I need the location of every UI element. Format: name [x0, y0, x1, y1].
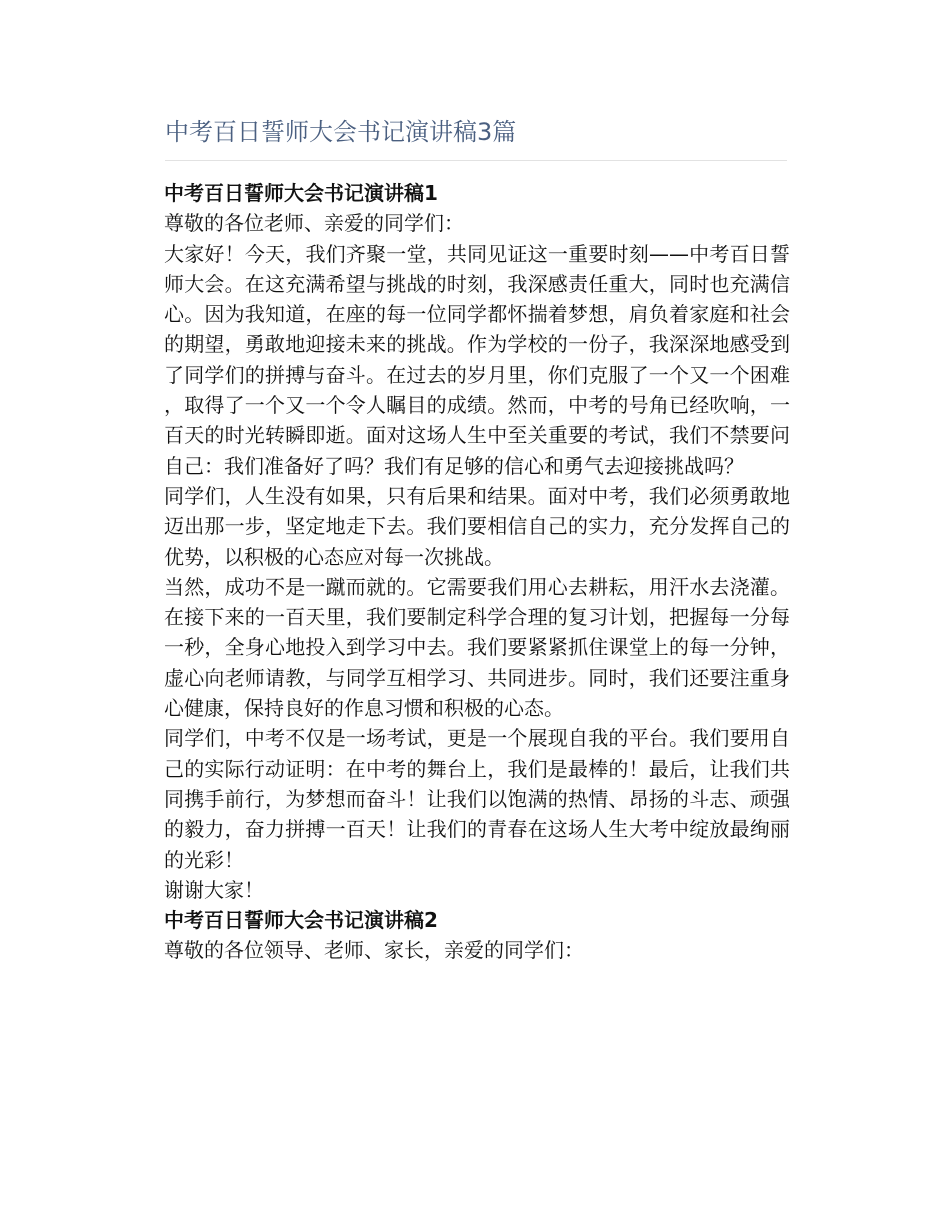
document-title: 中考百日誓师大会书记演讲稿3篇 [165, 118, 517, 146]
body-paragraph-2: 同学们，人生没有如果，只有后果和结果。面对中考，我们必须勇敢地迈出那一步，坚定地走下去。我们要相信自己的实力，充分发挥自己的优势，以积极的心态应对每一次挑战。 [164, 483, 790, 569]
section-heading-1: 中考百日誓师大会书记演讲稿1 [164, 181, 438, 205]
document-body [164, 178, 790, 966]
section-heading-2: 中考百日誓师大会书记演讲稿2 [164, 908, 438, 933]
body-paragraph-4: 同学们，中考不仅是一场考试，更是一个展现自我的平台。我们要用自己的实际行动证明：在中考的舞台上，我们是最棒的！最后，让我们共同携手前行，为梦想而奋斗！让我们以饱满的热情、昂扬的斗志、顽强的毅力，奋力拼搏一百天！让我们的青春在这场人生大考中绽放最绚丽的光彩！ [164, 726, 790, 872]
salutation-1: 尊敬的各位老师、亲爱的同学们： [164, 211, 464, 236]
closing-1: 谢谢大家！ [164, 877, 264, 902]
body-paragraph-3: 当然，成功不是一蹴而就的。它需要我们用心去耕耘，用汗水去浇灌。在接下来的一百天里，我们要制定科学合理的复习计划，把握每一分每一秒，全身心地投入到学习中去。我们要紧紧抓住课堂上的每一分钟，虚心向老师请教，与同学互相学习、共同进步。同时，我们还要注重身心健康，保持良好的作息习惯和积极的心态。 [164, 574, 790, 721]
body-paragraph-1: 大家好！今天，我们齐聚一堂，共同见证这一重要时刻——中考百日誓师大会。在这充满希望与挑战的时刻，我深感责任重大，同时也充满信心。因为我知道，在座的每一位同学都怀揣着梦想，肩负着家庭和社会的期望，勇敢地迎接未来的挑战。作为学校的一份子，我深深地感受到了同学们的拼搏与奋斗。在过去的岁月里，你们克服了一个又一个困难，取得了一个又一个令人瞩目的成绩。然而，中考的号角已经吹响，一百天的时光转瞬即逝。面对这场人生中至关重要的考试，我们不禁要问自己：我们准备好了吗？我们有足够的信心和勇气去迎接挑战吗？ [164, 241, 790, 478]
title-divider [165, 160, 787, 161]
salutation-2: 尊敬的各位领导、老师、家长，亲爱的同学们： [164, 938, 584, 963]
